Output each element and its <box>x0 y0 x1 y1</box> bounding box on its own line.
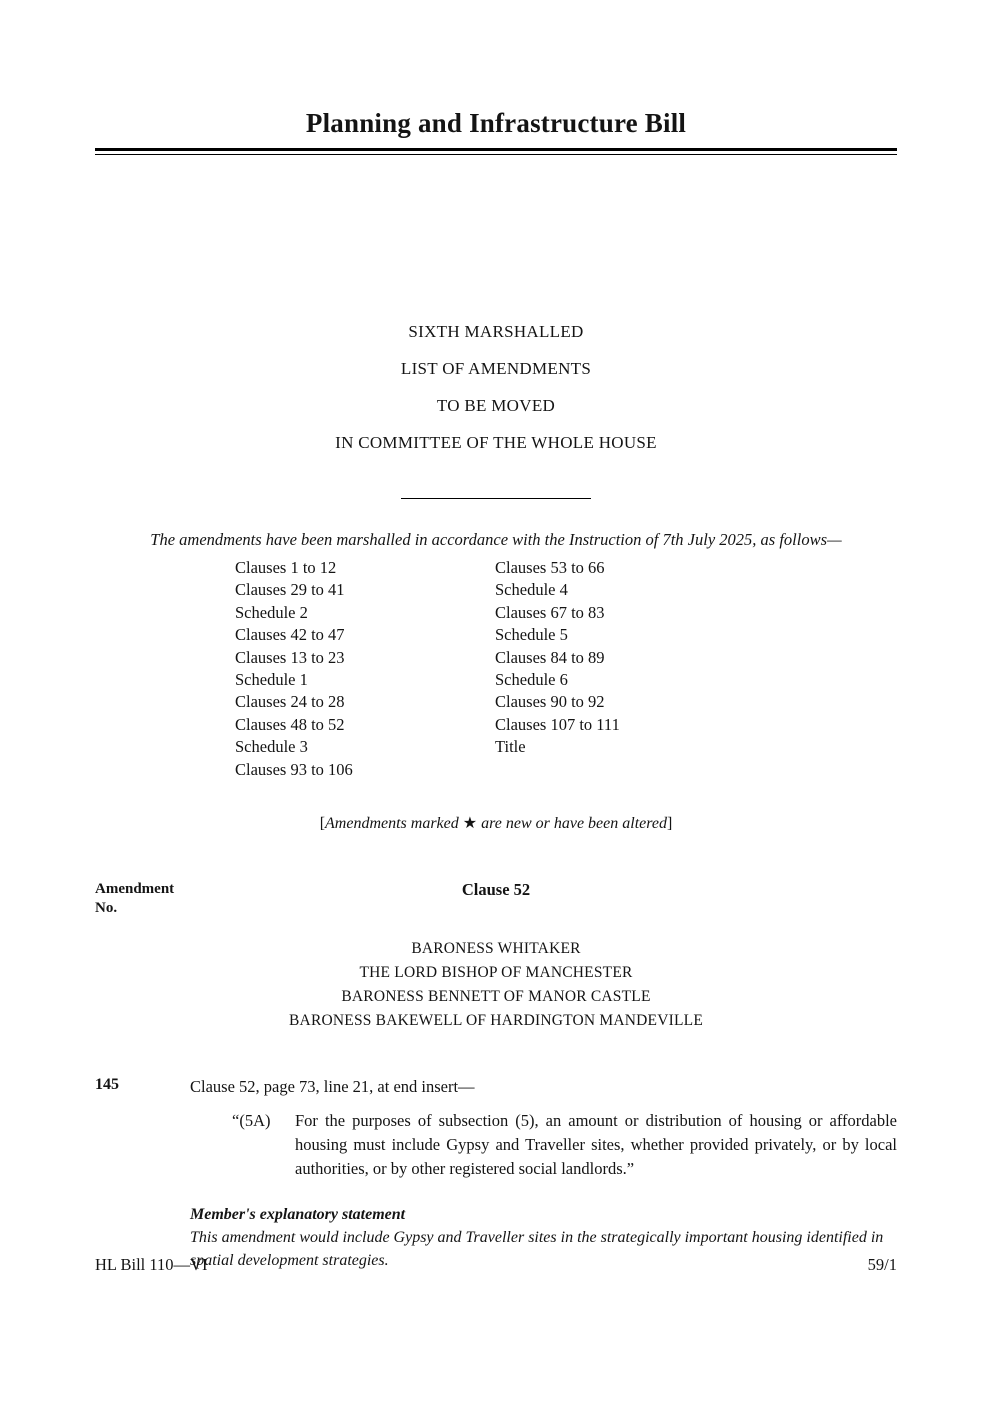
marshalling-item: Schedule 6 <box>495 670 568 690</box>
marshalling-item: Schedule 4 <box>495 580 568 600</box>
marshalling-item: Title <box>495 737 526 757</box>
inserted-subsection-label: “(5A) <box>232 1111 271 1131</box>
star-note-close-bracket: ] <box>666 815 673 833</box>
title-rule <box>95 148 897 155</box>
marshalling-item: Clauses 13 to 23 <box>235 647 345 667</box>
bill-reference: HL Bill 110—VI <box>95 1255 208 1274</box>
marshalling-item: Schedule 5 <box>495 625 568 645</box>
document-title: Planning and Infrastructure Bill <box>305 108 687 138</box>
marshalling-item: Clauses 93 to 106 <box>235 759 353 779</box>
star-note-text-1: Amendments marked <box>325 815 463 833</box>
marshalling-item: Clauses 84 to 89 <box>495 647 605 667</box>
marshalling-item: Clauses 29 to 41 <box>235 580 345 600</box>
marshalling-item: Clauses 67 to 83 <box>495 602 605 622</box>
heading-line-2: LIST OF AMENDMENTS <box>400 359 592 378</box>
document-content <box>0 108 991 1272</box>
amendment-no-label <box>95 880 174 918</box>
marshalling-item: Clauses 90 to 92 <box>495 692 605 712</box>
marshalling-intro: The amendments have been marshalled in accordance with the Instruction of 7th July 2025, as follows— <box>150 530 842 549</box>
marshalling-item: Clauses 48 to 52 <box>235 714 345 734</box>
marshalling-item: Clauses 1 to 12 <box>235 558 337 577</box>
amendment-no-label-line2: No. <box>95 900 118 917</box>
marshalling-item: Clauses 42 to 47 <box>235 625 345 645</box>
sponsor-3: BARONESS BENNETT OF MANOR CASTLE <box>341 988 651 1006</box>
marshalling-item: Schedule 2 <box>235 602 308 622</box>
star-note <box>95 813 897 833</box>
marshalling-item: Clauses 107 to 111 <box>495 714 620 734</box>
star-note-open-bracket: [ <box>319 815 326 833</box>
amendment-no-label-line1: Amendment <box>95 881 175 898</box>
marshalling-columns <box>235 557 897 781</box>
marshalling-item: Clauses 53 to 66 <box>495 558 605 577</box>
clause-heading: Clause 52 <box>461 880 531 900</box>
page-reference: 59/1 <box>867 1255 897 1274</box>
heading-block <box>95 313 897 461</box>
explanatory-statement-text: This amendment would include Gypsy and Traveller sites in the strategically important housing identified in spatial development strategies. <box>190 1229 884 1270</box>
marshalling-item: Clauses 24 to 28 <box>235 692 345 712</box>
marshalling-right-column <box>495 557 620 781</box>
sponsor-2: THE LORD BISHOP OF MANCHESTER <box>359 964 633 982</box>
page-footer <box>95 1255 897 1275</box>
star-note-text-2: are new or have been altered <box>477 815 667 833</box>
sponsor-4: BARONESS BAKEWELL OF HARDINGTON MANDEVILLE <box>289 1012 703 1030</box>
star-icon: ★ <box>462 815 478 833</box>
section-divider <box>401 498 591 499</box>
explanatory-statement-title: Member's explanatory statement <box>190 1206 406 1224</box>
inserted-text-block <box>232 1109 897 1181</box>
marshalling-item: Schedule 3 <box>235 737 308 757</box>
marshalling-item: Schedule 1 <box>235 670 308 690</box>
amendment-instruction: Clause 52, page 73, line 21, at end insert— <box>190 1077 475 1097</box>
sponsor-1: BARONESS WHITAKER <box>411 940 581 958</box>
inserted-text: For the purposes of subsection (5), an amount or distribution of housing or affordable housing must include Gypsy and Traveller sites, whether provided privately, or by local authorities, or by other registered social landlords.” <box>295 1111 897 1179</box>
amendment-body <box>190 1075 897 1272</box>
amendment-number: 145 <box>95 1076 119 1094</box>
amendment-header <box>95 880 897 917</box>
sponsors-list <box>95 937 897 1033</box>
amendment-entry <box>95 1075 897 1272</box>
heading-line-3: TO BE MOVED <box>436 396 556 415</box>
heading-line-1: SIXTH MARSHALLED <box>408 322 584 341</box>
heading-line-4: IN COMMITTEE OF THE WHOLE HOUSE <box>335 433 657 452</box>
marshalling-left-column <box>235 557 495 781</box>
